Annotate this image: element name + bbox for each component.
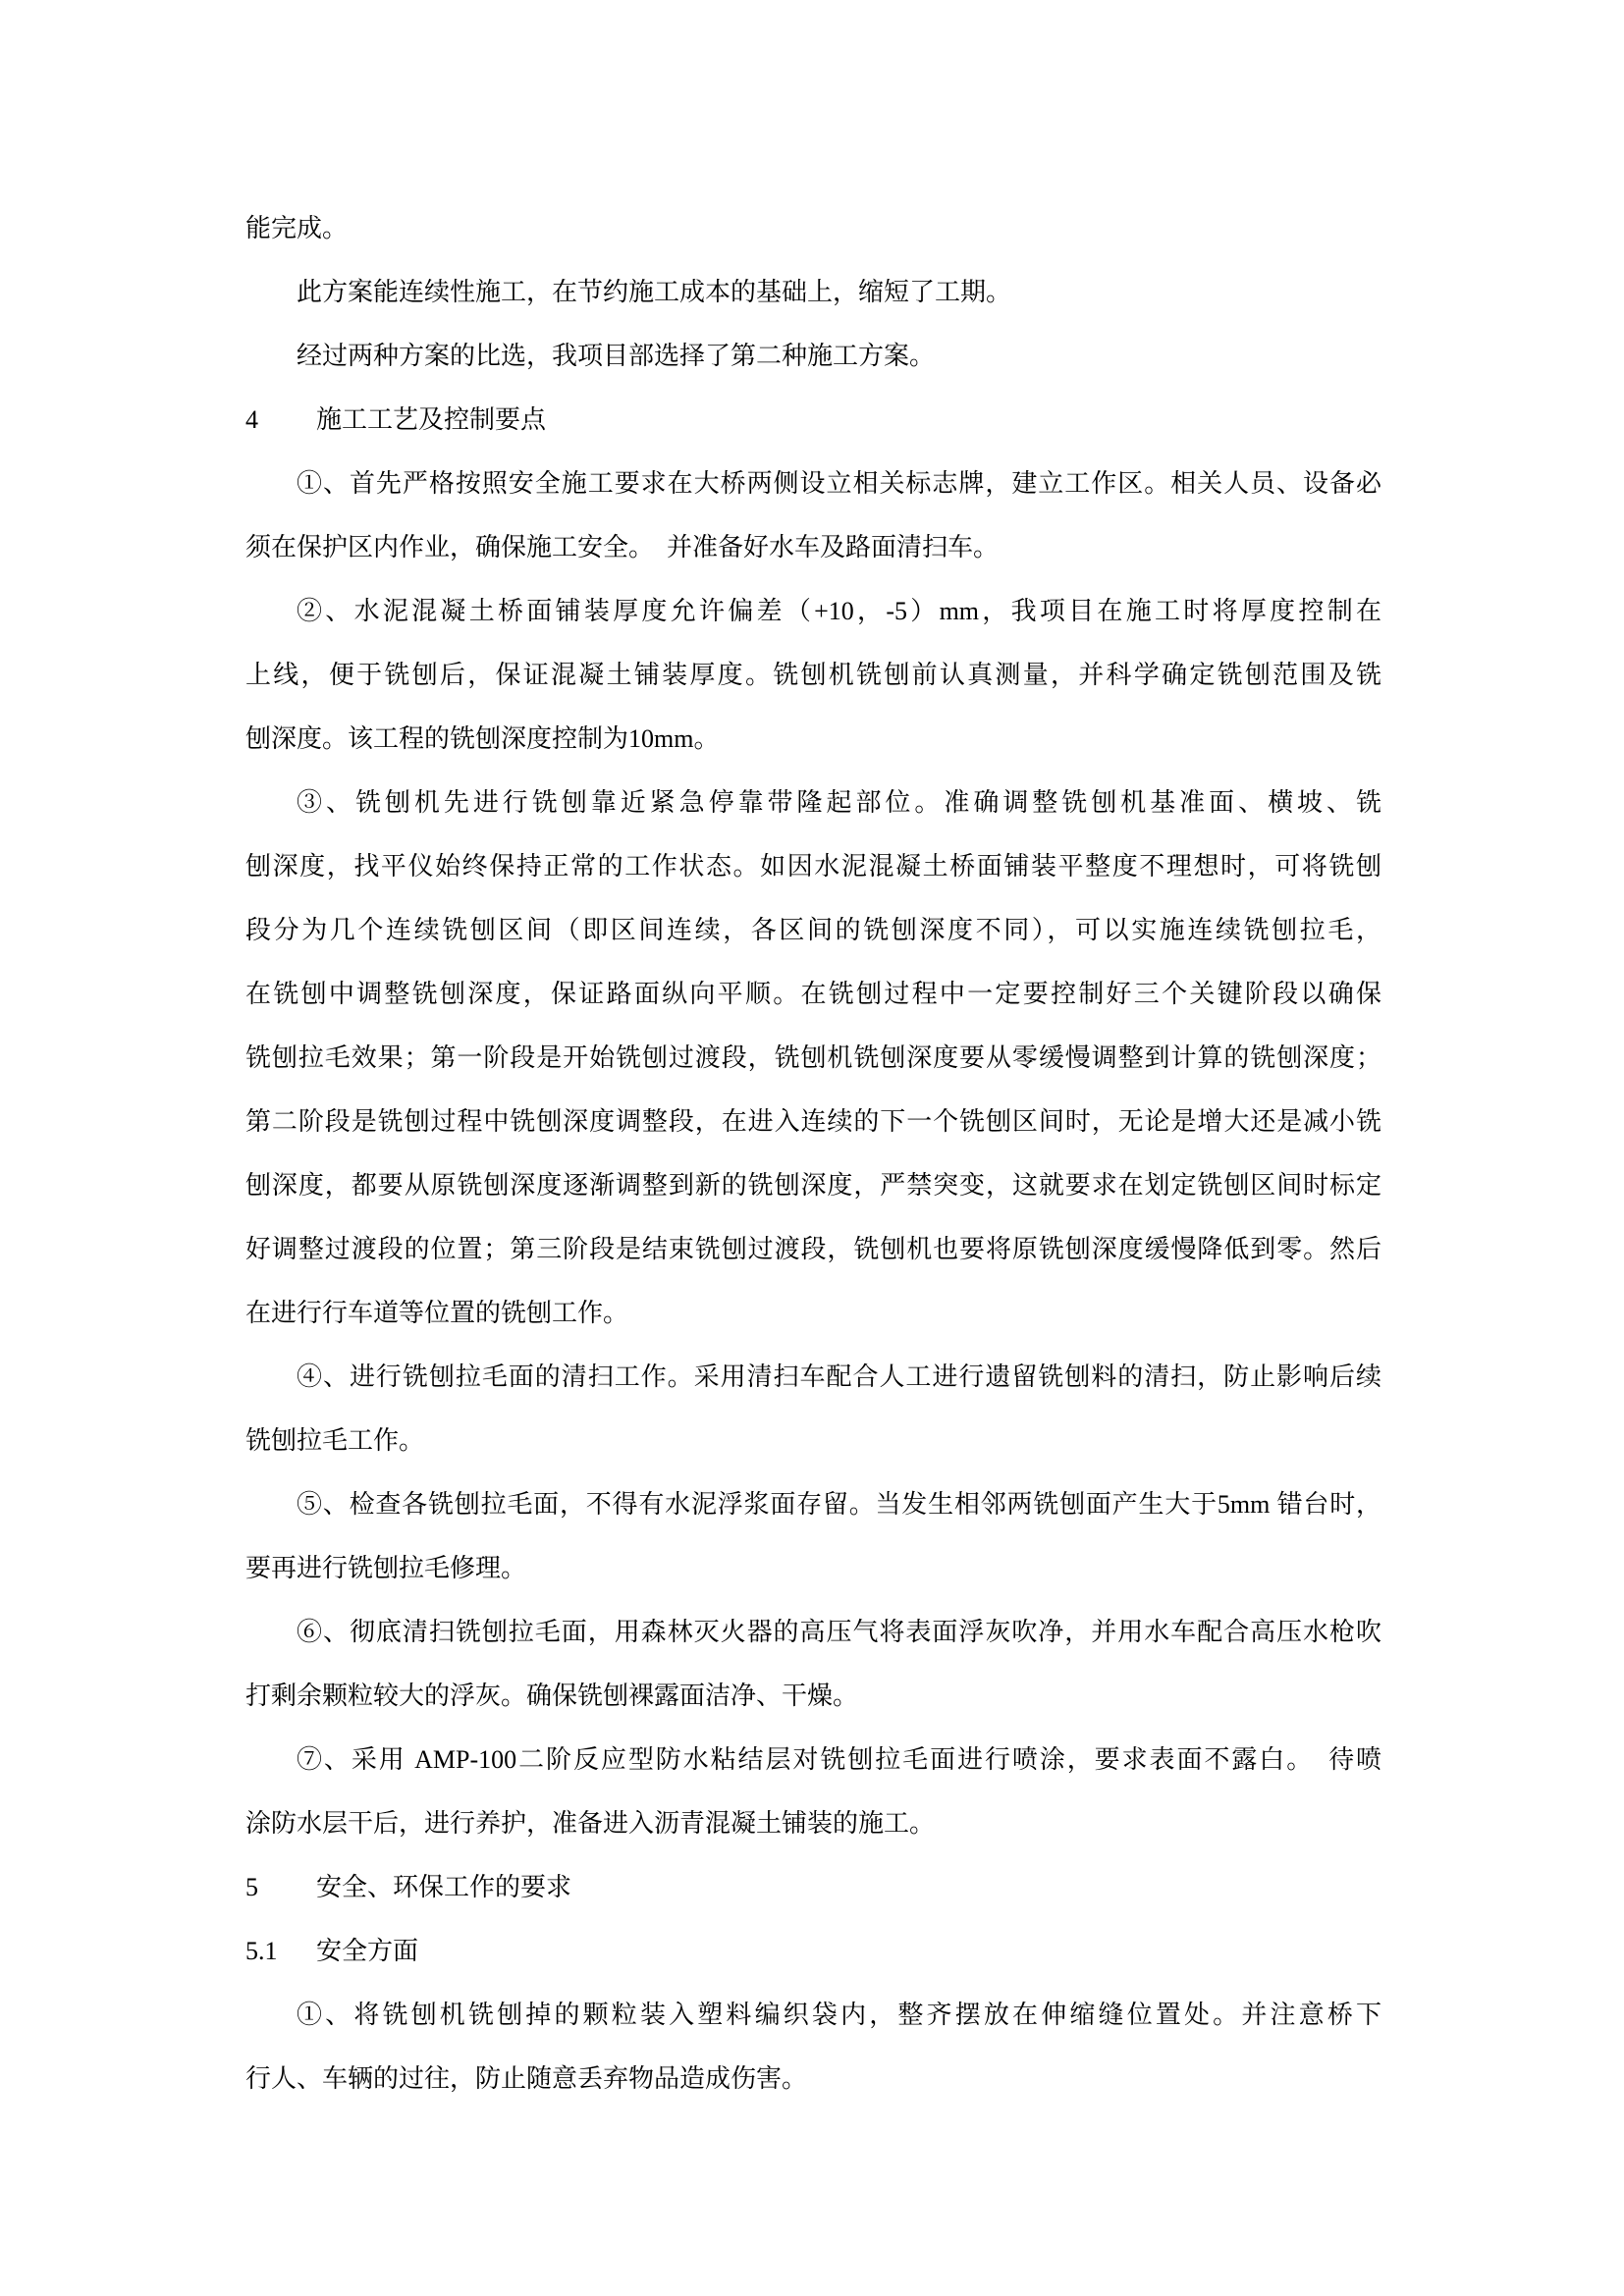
- text-line: 在铣刨中调整铣刨深度，保证路面纵向平顺。在铣刨过程中一定要控制好三个关键阶段以确保: [245, 980, 1381, 1008]
- section-title: 施工工艺及控制要点: [316, 405, 547, 434]
- text-line: 上线，便于铣刨后，保证混凝土铺装厚度。铣刨机铣刨前认真测量，并科学确定铣刨范围及铣: [245, 661, 1381, 689]
- text-line: 好调整过渡段的位置；第三阶段是结束铣刨过渡段，铣刨机也要将原铣刨深度缓慢降低到零。然后: [245, 1235, 1381, 1263]
- section-title: 安全方面: [316, 1937, 419, 1965]
- text-line: ⑤、检查各铣刨拉毛面，不得有水泥浮浆面存留。当发生相邻两铣刨面产生大于5mm 错台时，: [297, 1490, 1381, 1519]
- text-line: ④、进行铣刨拉毛面的清扫工作。采用清扫车配合人工进行遗留铣刨料的清扫，防止影响后续: [297, 1362, 1381, 1391]
- section-title: 安全、环保工作的要求: [316, 1873, 572, 1901]
- text-line: 铣刨拉毛效果；第一阶段是开始铣刨过渡段，铣刨机铣刨深度要从零缓慢调整到计算的铣刨深度；: [245, 1043, 1381, 1072]
- text-line: 要再进行铣刨拉毛修理。: [245, 1554, 527, 1582]
- section-number: 5: [245, 1873, 258, 1901]
- text-line: 经过两种方案的比选，我项目部选择了第二种施工方案。: [297, 342, 936, 370]
- document-content: [245, 196, 1381, 2110]
- section-number: 5.1: [245, 1937, 278, 1965]
- text-line: 在进行行车道等位置的铣刨工作。: [245, 1299, 629, 1327]
- text-line: 须在保护区内作业，确保施工安全。 并准备好水车及路面清扫车。: [245, 533, 1000, 561]
- text-line: ②、水泥混凝土桥面铺装厚度允许偏差（+10，-5）mm，我项目在施工时将厚度控制在: [297, 597, 1381, 625]
- text-line: 打剩余颗粒较大的浮灰。确保铣刨裸露面洁净、干燥。: [245, 1682, 859, 1710]
- section-heading: [245, 388, 1381, 452]
- text-line: ⑥、彻底清扫铣刨拉毛面，用森林灭火器的高压气将表面浮灰吹净，并用水车配合高压水枪吹: [297, 1618, 1381, 1646]
- text-line: 段分为几个连续铣刨区间（即区间连续，各区间的铣刨深度不同），可以实施连续铣刨拉毛，: [245, 916, 1381, 944]
- text-line: ①、首先严格按照安全施工要求在大桥两侧设立相关标志牌，建立工作区。相关人员、设备必: [297, 469, 1381, 498]
- text-line: ①、将铣刨机铣刨掉的颗粒装入塑料编织袋内，整齐摆放在伸缩缝位置处。并注意桥下: [297, 2001, 1381, 2029]
- section-heading: [245, 1855, 1381, 1919]
- text-line: ⑦、采用 AMP-100二阶反应型防水粘结层对铣刨拉毛面进行喷涂，要求表面不露白。 待喷: [297, 1745, 1381, 1774]
- text-line: 涂防水层干后，进行养护，准备进入沥青混凝土铺装的施工。: [245, 1809, 936, 1838]
- text-line: 行人、车辆的过往，防止随意丢弃物品造成伤害。: [245, 2064, 808, 2093]
- text-line: ③、铣刨机先进行铣刨靠近紧急停靠带隆起部位。准确调整铣刨机基准面、横坡、铣: [297, 788, 1381, 817]
- text-line: 铣刨拉毛工作。: [245, 1426, 425, 1455]
- text-line: 刨深度，找平仪始终保持正常的工作状态。如因水泥混凝土桥面铺装平整度不理想时，可将铣刨: [245, 852, 1381, 881]
- text-line: 第二阶段是铣刨过程中铣刨深度调整段，在进入连续的下一个铣刨区间时，无论是增大还是减小铣: [245, 1107, 1381, 1136]
- section-heading: [245, 1919, 1381, 1983]
- text-line: 能完成。: [245, 214, 349, 242]
- section-number: 4: [245, 405, 258, 434]
- text-line: 刨深度。该工程的铣刨深度控制为10mm。: [245, 724, 720, 753]
- text-line: 此方案能连续性施工，在节约施工成本的基础上，缩短了工期。: [297, 278, 1012, 306]
- text-line: 刨深度，都要从原铣刨深度逐渐调整到新的铣刨深度，严禁突变，这就要求在划定铣刨区间时标定: [245, 1171, 1381, 1200]
